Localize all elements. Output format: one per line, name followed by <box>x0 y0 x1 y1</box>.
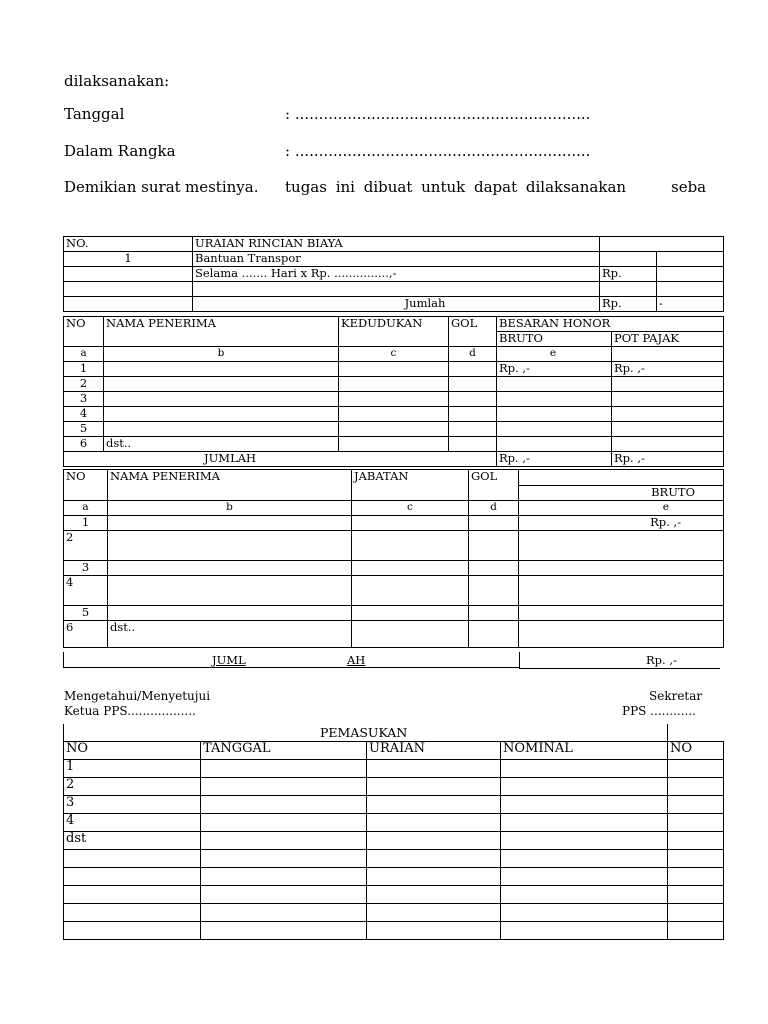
tanggal-label: Tanggal <box>64 105 125 123</box>
table-cell <box>201 778 367 796</box>
table-cell <box>193 282 600 297</box>
table-row <box>64 470 724 486</box>
table-row <box>64 814 724 832</box>
table-cell <box>108 606 352 621</box>
letter-c: c <box>339 347 449 362</box>
table-cell <box>469 576 519 606</box>
table-cell <box>64 850 201 868</box>
honor-gol-header: GOL <box>449 317 497 347</box>
biaya-uraian-header: URAIAN RINCIAN BIAYA <box>193 237 600 252</box>
table-cell <box>104 407 339 422</box>
table-cell <box>497 437 612 452</box>
honor-nama-header: NAMA PENERIMA <box>104 317 339 347</box>
table-cell <box>104 422 339 437</box>
table-cell <box>352 621 469 648</box>
table-cell <box>367 922 501 940</box>
table-cell <box>668 850 724 868</box>
closing-a: Demikian surat <box>64 178 181 196</box>
honor2-nama-header: NAMA PENERIMA <box>108 470 352 501</box>
table-cell <box>367 850 501 868</box>
table-row <box>64 886 724 904</box>
pemasukan-left-border <box>63 724 65 742</box>
table-cell <box>367 868 501 886</box>
table-row <box>64 377 724 392</box>
letter-b: b <box>108 501 352 516</box>
row-no: 4 <box>64 814 201 832</box>
table-row <box>64 922 724 940</box>
pemasukan-table <box>63 741 724 940</box>
table-row <box>64 850 724 868</box>
table-cell <box>497 377 612 392</box>
jumlah-underline-b <box>352 667 519 668</box>
row-no: 2 <box>64 778 201 796</box>
row-no: 6 <box>64 437 104 452</box>
table-cell <box>339 377 449 392</box>
table-row <box>64 516 724 531</box>
jumlah-underline-c <box>63 667 108 668</box>
row-no: 3 <box>64 392 104 407</box>
table-row <box>64 742 724 760</box>
letter-d: d <box>469 501 519 516</box>
row-no: 1 <box>64 362 104 377</box>
biaya-row-detail: Selama ....... Hari x Rp. ...............,- <box>193 267 600 282</box>
row-no: 5 <box>64 422 104 437</box>
row-no: 4 <box>64 576 108 606</box>
table-row <box>64 868 724 886</box>
table-cell <box>339 407 449 422</box>
row-no: 4 <box>64 407 104 422</box>
table-cell <box>367 904 501 922</box>
honor-bruto-header: BRUTO <box>497 332 612 347</box>
table-row <box>64 501 724 516</box>
table-cell <box>501 904 668 922</box>
table-cell <box>104 362 339 377</box>
intro-line: dilaksanakan: <box>64 72 170 90</box>
jumlah-underline-a <box>108 667 352 668</box>
table-cell <box>612 422 724 437</box>
table-cell <box>519 576 724 606</box>
closing-c: tugas ini dibuat untuk dapat dilaksanakan <box>285 178 627 196</box>
table-cell <box>64 267 193 282</box>
table-cell <box>64 904 201 922</box>
sign-left-1: Mengetahui/Menyetujui <box>64 689 211 703</box>
table-cell <box>612 392 724 407</box>
table-cell <box>108 561 352 576</box>
sign-right-2: PPS ............ <box>622 704 696 718</box>
table-cell <box>600 282 657 297</box>
table-cell <box>352 606 469 621</box>
table-row <box>64 422 724 437</box>
table-cell <box>668 904 724 922</box>
table-cell <box>668 886 724 904</box>
table-cell <box>501 922 668 940</box>
table-cell <box>449 392 497 407</box>
row-no: dst <box>64 832 201 850</box>
honor-jumlah: JUMLAH <box>64 452 497 467</box>
bruto-value: Rp. ,- <box>519 516 724 531</box>
table-row <box>64 407 724 422</box>
pemasukan-title: PEMASUKAN <box>320 725 408 740</box>
table-cell <box>469 516 519 531</box>
table-cell <box>64 297 193 312</box>
table-cell <box>201 922 367 940</box>
table-cell <box>469 621 519 648</box>
table-cell <box>612 377 724 392</box>
row-no: 6 <box>64 621 108 648</box>
table-cell <box>64 886 201 904</box>
table-cell <box>339 362 449 377</box>
table-cell <box>519 470 724 486</box>
table-cell <box>201 814 367 832</box>
table-cell <box>201 760 367 778</box>
table-cell <box>104 377 339 392</box>
table-cell <box>449 377 497 392</box>
table-cell <box>367 778 501 796</box>
letter-c: c <box>352 501 469 516</box>
table-cell <box>104 392 339 407</box>
biaya-jumlah: Jumlah <box>193 297 600 312</box>
jumlah-left-border <box>63 652 65 668</box>
table-row <box>64 832 724 850</box>
table-cell <box>668 778 724 796</box>
jumlah-bruto-box <box>519 652 720 669</box>
table-row <box>64 561 724 576</box>
table-cell <box>668 868 724 886</box>
table-cell <box>501 760 668 778</box>
table-row <box>64 297 724 312</box>
pemasukan-uraian-header: URAIAN <box>367 742 501 760</box>
table-cell <box>668 760 724 778</box>
pemasukan-nominal-header: NOMINAL <box>501 742 668 760</box>
table-cell <box>657 282 724 297</box>
table-cell <box>501 814 668 832</box>
table-cell <box>668 922 724 940</box>
letter-b: b <box>104 347 339 362</box>
table-cell <box>469 531 519 561</box>
letter-a: a <box>64 347 104 362</box>
table-cell <box>352 561 469 576</box>
rangka-label: Dalam Rangka <box>64 142 176 160</box>
table-row <box>64 317 724 332</box>
row-no: 2 <box>64 531 108 561</box>
table-cell <box>449 407 497 422</box>
pemasukan-no2-header: NO <box>668 742 724 760</box>
table-cell <box>201 886 367 904</box>
table-row <box>64 437 724 452</box>
pemasukan-no-header: NO <box>64 742 201 760</box>
table-row <box>64 796 724 814</box>
letter-d: d <box>449 347 497 362</box>
biaya-row-item: Bantuan Transpor <box>193 252 600 267</box>
table-cell <box>352 531 469 561</box>
sign-right-1: Sekretar <box>649 689 703 703</box>
table-cell <box>201 904 367 922</box>
closing-b: mestinya. <box>185 178 259 196</box>
biaya-no-header: NO. <box>64 237 193 252</box>
table-cell <box>339 437 449 452</box>
table-cell <box>501 832 668 850</box>
tanggal-value: : .............................................................. <box>285 105 591 123</box>
honor-pot-header: POT PAJAK <box>612 332 724 347</box>
table-cell <box>367 886 501 904</box>
table-row <box>64 621 724 648</box>
table-row <box>64 347 724 362</box>
biaya-row-no: 1 <box>64 252 193 267</box>
row-dst: dst.. <box>108 621 352 648</box>
honor-kedudukan-header: KEDUDUKAN <box>339 317 449 347</box>
table-row <box>64 760 724 778</box>
table-cell <box>600 237 724 252</box>
table-row <box>64 392 724 407</box>
table-cell <box>339 422 449 437</box>
table-cell <box>501 868 668 886</box>
table-cell <box>612 437 724 452</box>
table-cell <box>367 796 501 814</box>
table-cell <box>497 422 612 437</box>
table-row <box>64 576 724 606</box>
row-no: 5 <box>64 606 108 621</box>
table-cell <box>668 796 724 814</box>
table-row <box>64 237 724 252</box>
row-no: 2 <box>64 377 104 392</box>
table-cell <box>64 922 201 940</box>
rangka-value: : .............................................................. <box>285 142 591 160</box>
table-cell <box>469 561 519 576</box>
honor2-gol-header: GOL <box>469 470 519 501</box>
pemasukan-right-border <box>667 724 669 742</box>
table-cell <box>64 868 201 886</box>
honor-besaran-header: BESARAN HONOR <box>497 317 724 332</box>
letter-e: e <box>519 501 724 516</box>
honor2-jumlah-b: AH <box>347 653 366 667</box>
table-cell <box>497 407 612 422</box>
table-cell <box>657 252 724 267</box>
table-cell <box>108 531 352 561</box>
table-cell <box>519 561 724 576</box>
biaya-rp1: Rp. <box>600 267 657 282</box>
biaya-rp2: Rp. <box>600 297 657 312</box>
table-cell <box>497 392 612 407</box>
honor2-bruto-header: BRUTO <box>519 485 724 501</box>
table-cell <box>519 606 724 621</box>
pot-value: Rp. ,- <box>612 362 724 377</box>
table-row <box>64 452 724 467</box>
table-cell <box>612 347 724 362</box>
honor2-jumlah-a: JUML <box>212 653 246 667</box>
table-row <box>64 904 724 922</box>
table-cell <box>657 267 724 282</box>
table-cell <box>201 832 367 850</box>
table-cell <box>367 814 501 832</box>
table-row <box>64 252 724 267</box>
row-no: 1 <box>64 760 201 778</box>
table-cell <box>201 868 367 886</box>
table-cell <box>519 621 724 648</box>
pemasukan-tanggal-header: TANGGAL <box>201 742 367 760</box>
table-cell <box>449 437 497 452</box>
honor-no-header: NO <box>64 317 104 347</box>
closing-d: seba <box>671 178 707 196</box>
table-cell <box>339 392 449 407</box>
table-cell <box>352 516 469 531</box>
table-cell <box>201 850 367 868</box>
table-cell <box>501 886 668 904</box>
table-row <box>64 267 724 282</box>
table-cell <box>367 760 501 778</box>
table-cell <box>449 362 497 377</box>
honor2-table <box>63 469 724 648</box>
table-cell <box>600 252 657 267</box>
row-no: 3 <box>64 561 108 576</box>
table-cell <box>64 282 193 297</box>
table-cell <box>668 814 724 832</box>
row-no: 1 <box>64 516 108 531</box>
row-no: 3 <box>64 796 201 814</box>
table-cell <box>367 832 501 850</box>
honor-total-bruto: Rp. ,- <box>497 452 612 467</box>
row-dst: dst.. <box>104 437 339 452</box>
honor-table <box>63 316 724 467</box>
table-cell <box>668 832 724 850</box>
table-cell <box>449 422 497 437</box>
table-cell <box>612 407 724 422</box>
bruto-value: Rp. ,- <box>497 362 612 377</box>
table-cell <box>519 531 724 561</box>
table-cell <box>201 796 367 814</box>
table-cell <box>108 516 352 531</box>
table-row <box>64 606 724 621</box>
letter-e: e <box>497 347 612 362</box>
biaya-dash: - <box>657 297 724 312</box>
sign-left-2: Ketua PPS.................. <box>64 704 196 718</box>
table-row <box>64 778 724 796</box>
honor2-no-header: NO <box>64 470 108 501</box>
biaya-table <box>63 236 724 312</box>
honor-total-pot: Rp. ,- <box>612 452 724 467</box>
table-cell <box>352 576 469 606</box>
table-row <box>64 531 724 561</box>
table-cell <box>469 606 519 621</box>
honor2-jabatan-header: JABATAN <box>352 470 469 501</box>
table-cell <box>501 796 668 814</box>
table-cell <box>501 850 668 868</box>
table-row <box>64 282 724 297</box>
table-row <box>64 362 724 377</box>
table-cell <box>501 778 668 796</box>
table-cell <box>108 576 352 606</box>
honor2-jumlah-rp: Rp. ,- <box>646 653 677 667</box>
letter-a: a <box>64 501 108 516</box>
